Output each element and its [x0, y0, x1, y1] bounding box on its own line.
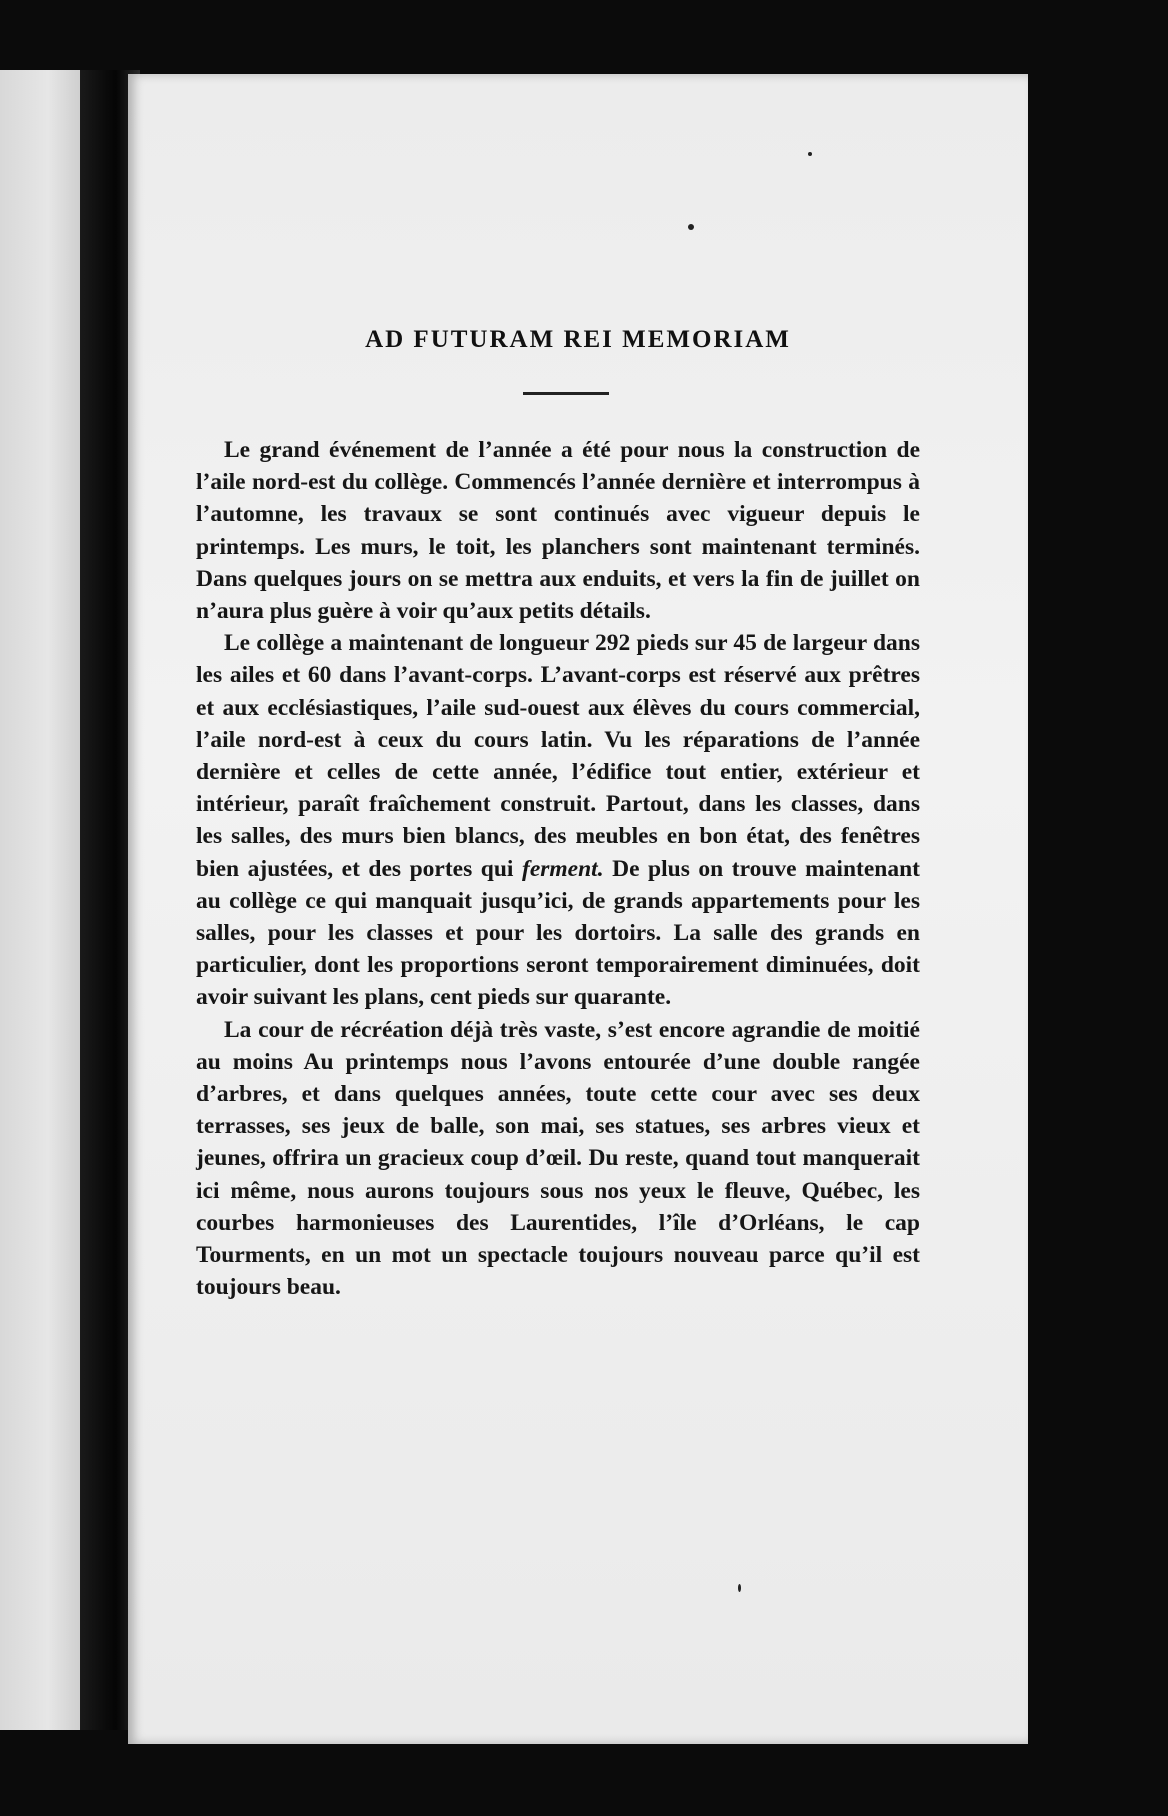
paragraph-2-text-start: Le collège a maintenant de longueur 292 pieds sur 45 de largeur dans les ailes et 60 dans l’avant-corps. L’avant-corps est réservé aux prêtres et aux ecclésiastiques, l’aile sud-ouest aux élèves du cours commercial, l’aile nord-est à ceux du cours latin. Vu les réparations de l’année dernière et celles de cette année, l’édifice tout entier, extérieur et intérieur, paraît fraîchement construit. Partout, dans les classes, dans les salles, des murs bien blancs, des meubles en bon état, des fenêtres bien ajustées, et des portes qui [196, 630, 920, 882]
ink-speck [688, 224, 694, 230]
title-rule [523, 392, 609, 395]
paragraph-3 [196, 1014, 920, 1304]
paragraph-1 [196, 434, 920, 627]
book-page [128, 74, 1028, 1744]
paragraph-1-text: Le grand événement de l’année a été pour nous la construction de l’aile nord-est du collège. Commencés l’année dernière et interrompus à l’automne, les travaux se sont continués avec vigueur depuis le printemps. Les murs, le toit, les planchers sont maintenant terminés. Dans quelques jours on se mettra aux enduits, et vers la fin de juillet on n’aura plus guère à voir qu’aux petits détails. [196, 437, 920, 625]
paragraph-2-italic-word: ferment. [522, 855, 604, 882]
facing-page-edge [0, 70, 80, 1730]
ink-speck [738, 1584, 741, 1592]
body-text [196, 434, 920, 1303]
paragraph-2 [196, 627, 920, 1013]
page-title: AD FUTURAM REI MEMORIAM [365, 326, 791, 353]
paragraph-3-text: La cour de récréation déjà très vaste, s’est encore agrandie de moitié au moins Au printemps nous l’avons entourée d’une double rangée d’arbres, et dans quelques années, toute cette cour avec ses deux terrasses, ses jeux de balle, son mai, ses statues, ses arbres vieux et jeunes, offrira un gracieux coup d’œil. Du reste, quand tout manquerait ici même, nous aurons toujours sous nos yeux le fleuve, Québec, les courbes harmonieuses des Laurentides, l’île d’Orléans, le cap Tourments, en un mot un spectacle toujours nouveau parce qu’il est toujours beau. [196, 1016, 920, 1301]
ink-speck [808, 152, 812, 156]
paragraph-2-text-end: De plus on trouve maintenant au collège ce qui manquait jusqu’ici, de grands appartements pour les salles, pour les classes et pour les dortoirs. La salle des grands en particulier, dont les proportions seront temporairement diminuées, doit avoir suivant les plans, cent pieds sur quarante. [196, 855, 920, 1011]
